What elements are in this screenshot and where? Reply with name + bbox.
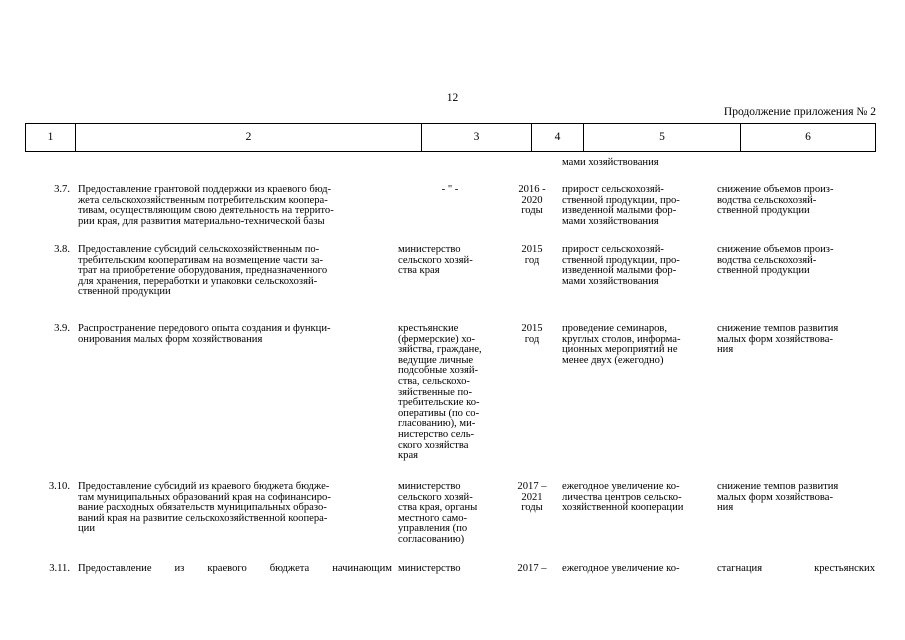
- continuation-label: Продолжение приложения № 2: [723, 106, 876, 118]
- header-col-2: 2: [76, 124, 422, 151]
- consequence: снижение объемов произ- водства сельскохозяй- ственной продукции: [717, 244, 834, 277]
- header-col-1: 1: [26, 124, 76, 151]
- consequence: снижение темпов развития малых форм хозяйствова- ния: [717, 481, 839, 514]
- row-number: 3.7.: [54, 184, 70, 195]
- expected-result: проведение семинаров, круглых столов, информа- ционных мероприятий не менее двух (ежегодно): [562, 323, 681, 366]
- measure-description: Предоставление грантовой поддержки из краевого бюд- жета сельскохозяйственным потребительским коопера- тивам, осуществляющим свою деятельность на террито- рии края, для развития материально-технической базы: [78, 184, 334, 227]
- measure-description: Предоставление субсидий из краевого бюджета бюдже- там муниципальных образований края на софинансиро- вание расходных обязательств муниципальных образо- ваний края на развитие сельскохозяйственной коопера- ции: [78, 481, 331, 535]
- measure-description: Распространение передового опыта создания и функци- онирования малых форм хозяйствования: [78, 323, 331, 345]
- expected-result: ежегодное увеличение ко-: [562, 563, 680, 574]
- period: 2015 год: [521, 244, 543, 266]
- expected-result: прирост сельскохозяй- ственной продукции, про- изведенной малыми фор- мами хозяйствования: [562, 244, 680, 287]
- expected-result: прирост сельскохозяй- ственной продукции, про- изведенной малыми фор- мами хозяйствования: [562, 184, 680, 227]
- period: 2017 –: [517, 563, 547, 574]
- consequence: снижение объемов произ- водства сельскохозяй- ственной продукции: [717, 184, 834, 217]
- period: 2015 год: [521, 323, 543, 345]
- row-number: 3.11.: [49, 563, 70, 574]
- executor: министерство сельского хозяй- ства края: [398, 244, 473, 277]
- header-col-4: 4: [532, 124, 584, 151]
- row-number: 3.8.: [54, 244, 70, 255]
- carry-over-text: мами хозяйствования: [562, 157, 659, 168]
- table-header: [25, 123, 876, 152]
- header-col-3: 3: [422, 124, 532, 151]
- executor: министерство сельского хозяй- ства края, органы местного само- управления (по согласованию): [398, 481, 478, 545]
- executor: министерство: [398, 563, 461, 574]
- header-col-5: 5: [584, 124, 741, 151]
- period: 2017 – 2021 годы: [517, 481, 547, 514]
- row-number: 3.9.: [54, 323, 70, 334]
- row-number: 3.10.: [48, 481, 70, 492]
- page-number: 12: [446, 92, 459, 104]
- executor: - " -: [441, 184, 459, 195]
- consequence: стагнация крестьянских: [717, 563, 875, 574]
- expected-result: ежегодное увеличение ко- личества центров сельско- хозяйственной кооперации: [562, 481, 684, 514]
- executor: крестьянские (фермерские) хо- зяйства, граждане, ведущие личные подсобные хозяй- ства, сельскохо- зяйственные по- требительские ко- оперативы (по со- гласованию), ми- нистерство сель- ского хозяйства края: [398, 323, 482, 462]
- header-col-6: 6: [805, 131, 811, 143]
- measure-description: Предоставление из краевого бюджета начинающим: [78, 563, 392, 574]
- period: 2016 - 2020 годы: [518, 184, 546, 217]
- measure-description: Предоставление субсидий сельскохозяйственным по- требительским кооперативам на возмещение части за- трат на приобретение оборудования, предназначенного для хранения, переработки и упаковки сельскохозяй- ственной продукции: [78, 244, 328, 298]
- consequence: снижение темпов развития малых форм хозяйствова- ния: [717, 323, 839, 356]
